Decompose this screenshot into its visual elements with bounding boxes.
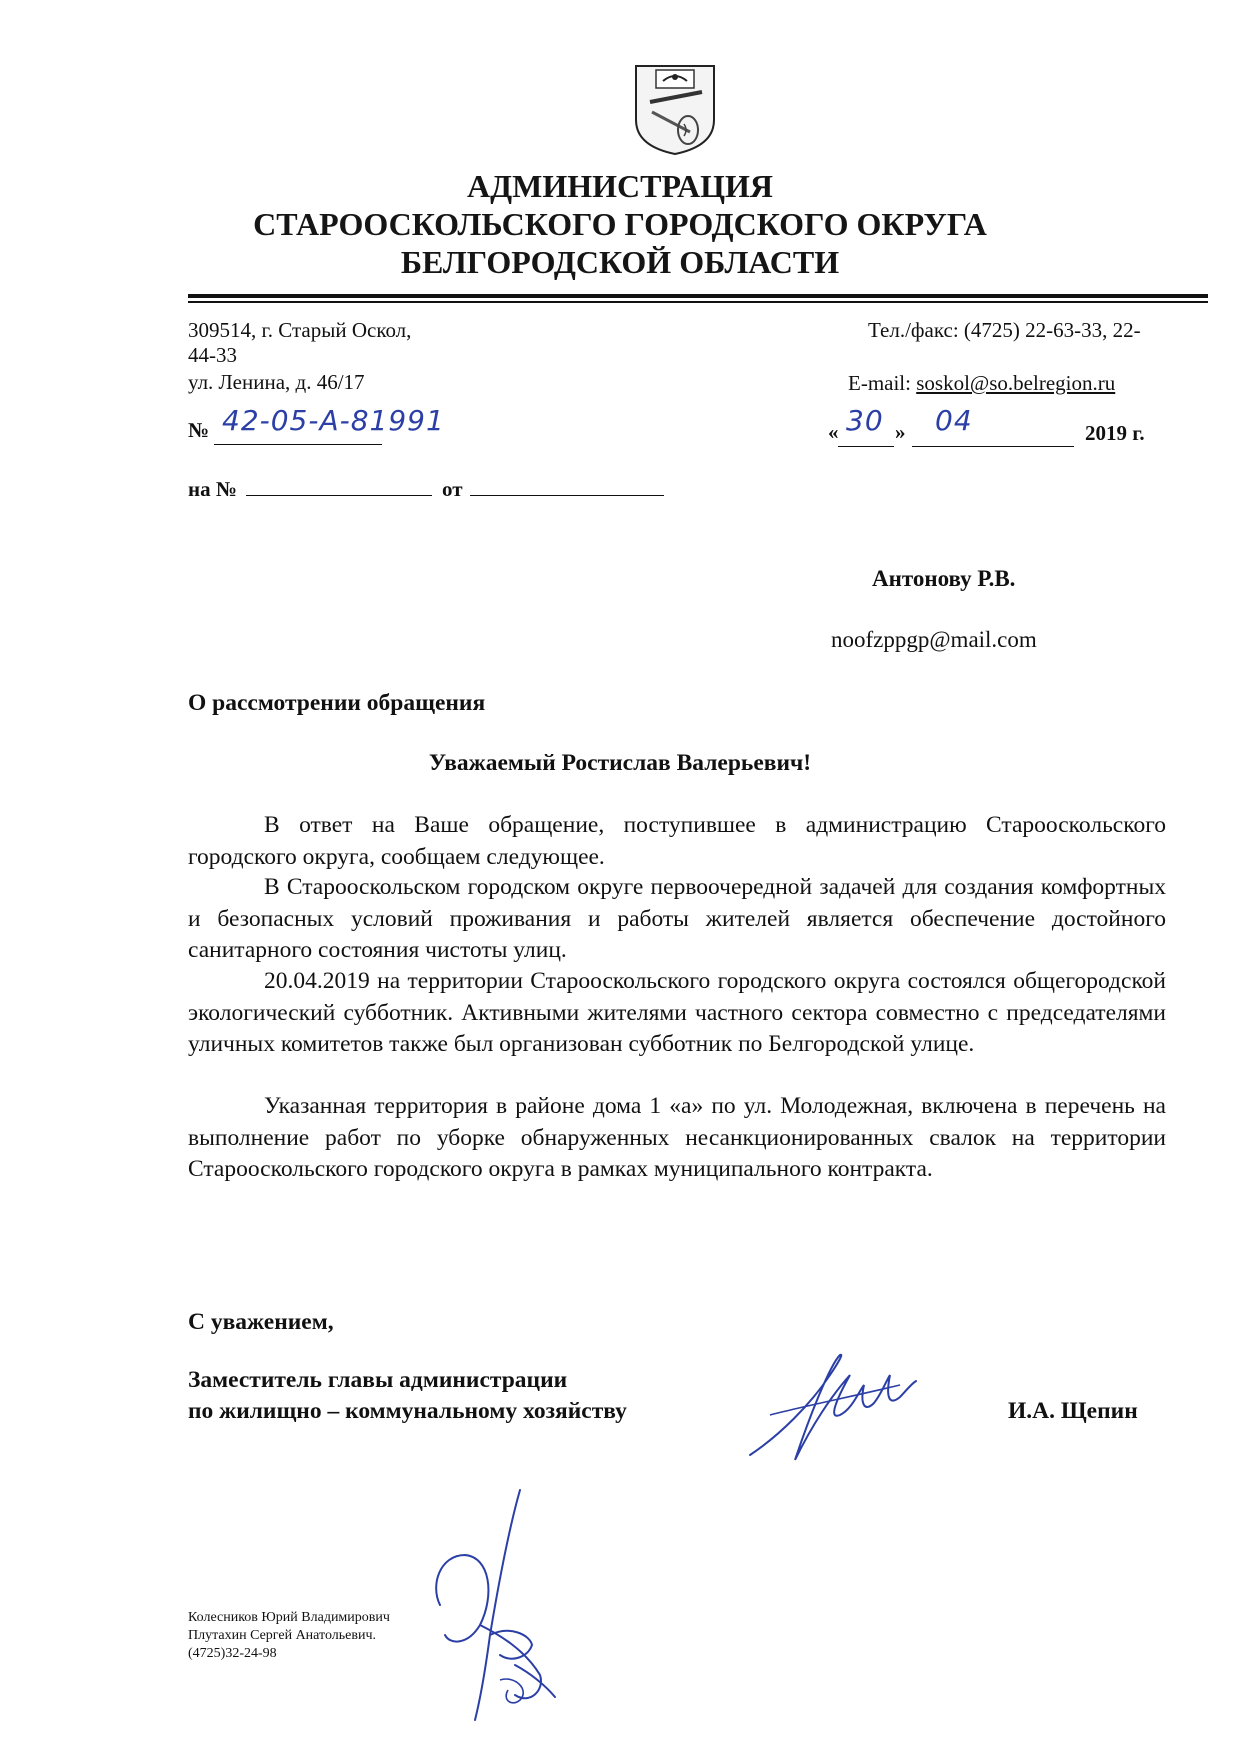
email-row	[848, 371, 1115, 396]
number-field-line	[214, 444, 382, 445]
body-paragraph-2: В Старооскольском городском округе первоочередной задачей для создания комфортных и безопасных условий проживания и работы жителей является обеспечение достойного санитарного состояния чистоты улиц.	[188, 874, 1166, 963]
phone-fax: Тел./факс: (4725) 22-63-33, 22-	[868, 318, 1141, 342]
body-paragraph-4: Указанная территория в районе дома 1 «а» по ул. Молодежная, включена в перечень на выполнение работ по уборке обнаруженных несанкционированных свалок на территории Старооскольского городского округа в рамках муниципального контракта.	[188, 1093, 1166, 1182]
recipient-name: Антонову Р.В.	[872, 566, 1016, 591]
date-month-line	[912, 446, 1074, 447]
email-label: E-mail:	[848, 371, 911, 395]
org-title-line3: БЕЛГОРОДСКОЙ ОБЛАСТИ	[400, 244, 840, 280]
date-day-line	[838, 446, 894, 447]
letter-subject: О рассмотрении обращения	[188, 690, 486, 716]
number-handwritten: 42-05-А-81991	[222, 404, 445, 437]
org-title-line1: АДМИНИСТРАЦИЯ	[467, 168, 773, 204]
body-paragraph-3: 20.04.2019 на территории Старооскольского городского округа состоялся общегородской экологический субботник. Активными жителями частного сектора совместно с председателями уличных комитетов также был организован субботник по Белгородской улице.	[188, 968, 1166, 1057]
date-quote-open: «	[828, 420, 839, 444]
salutation: Уважаемый Ростислав Валерьевич!	[428, 750, 812, 776]
executor-line2: Плутахин Сергей Анатольевич.	[188, 1628, 377, 1643]
body-paragraph-1: В ответ на Ваше обращение, поступившее в администрацию Старооскольского городского округа, сообщаем следующее.	[188, 812, 1166, 870]
reply-number-line	[246, 495, 432, 496]
reply-number-label: на №	[188, 477, 237, 501]
reply-date-line	[470, 495, 664, 496]
date-year: 2019 г.	[1085, 421, 1145, 445]
number-label: №	[188, 418, 210, 442]
executor-line1: Колесников Юрий Владимирович	[188, 1610, 390, 1625]
address-line3: ул. Ленина, д. 46/17	[188, 370, 365, 394]
header-divider-thin	[188, 301, 1208, 303]
executor-phone: (4725)32-24-98	[188, 1646, 277, 1661]
address-line2: 44-33	[188, 343, 237, 367]
date-quote-close: »	[895, 420, 906, 444]
recipient-email: noofzppgp@mail.com	[831, 627, 1037, 652]
signature-icon	[740, 1345, 930, 1470]
signatory-name: И.А. Щепин	[1008, 1398, 1138, 1424]
closing: С уважением,	[188, 1309, 334, 1335]
header-divider	[188, 294, 1208, 298]
signatory-position-line1: Заместитель главы администрации	[188, 1367, 568, 1393]
date-day-handwritten: 30	[846, 404, 884, 437]
email-link[interactable]: soskol@so.belregion.ru	[916, 371, 1116, 395]
coat-of-arms-icon	[630, 62, 720, 157]
org-title-line2: СТАРООСКОЛЬСКОГО ГОРОДСКОГО ОКРУГА	[253, 206, 987, 242]
address-line1: 309514, г. Старый Оскол,	[188, 318, 412, 342]
reply-date-label: от	[442, 477, 463, 501]
date-month-handwritten: 04	[935, 404, 973, 437]
signatory-position-line2: по жилищно – коммунальному хозяйству	[188, 1398, 627, 1424]
approval-signature-icon	[420, 1485, 580, 1730]
